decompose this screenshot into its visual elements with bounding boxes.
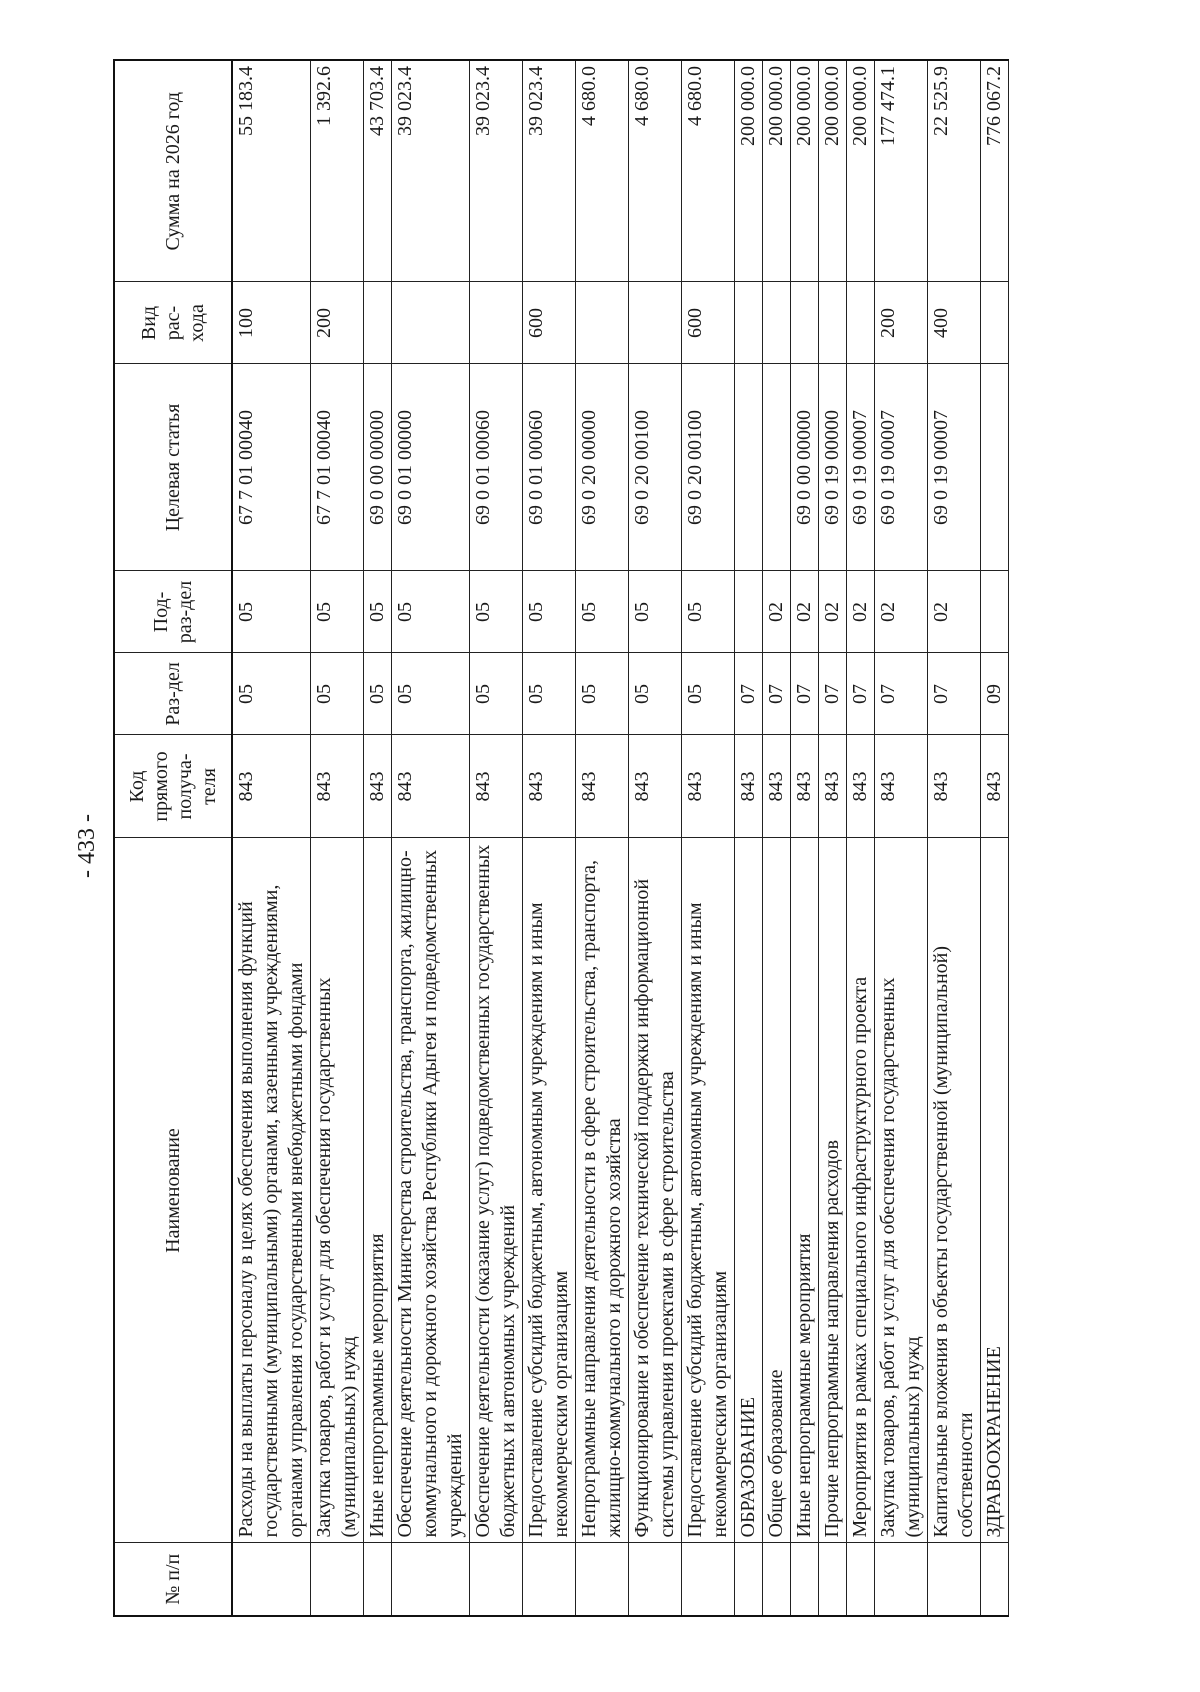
header-num: № п/п xyxy=(114,1543,232,1616)
cell-section: 07 xyxy=(735,653,763,735)
table-row xyxy=(682,60,735,1616)
cell-target-article: 69 0 01 00000 xyxy=(392,364,470,571)
cell-subsection: 05 xyxy=(311,571,364,653)
cell-sum: 4 680.0 xyxy=(576,60,629,282)
cell-expense-type: 200 xyxy=(311,282,364,364)
cell-name: Непрограммные направления деятельности в сфере строительства, транспорта, жилищно-коммунального и дорожного хозяйства xyxy=(576,838,629,1543)
cell-target-article: 69 0 01 00060 xyxy=(523,364,576,571)
cell-num xyxy=(875,1543,928,1616)
header-subsection: Под-раз-дел xyxy=(114,571,232,653)
cell-name: Прочие непрограммные направления расходов xyxy=(819,838,847,1543)
cell-sum: 39 023.4 xyxy=(523,60,576,282)
cell-recipient-code: 843 xyxy=(392,735,470,838)
cell-name: Расходы на выплаты персоналу в целях обеспечения выполнения функций государственными (муниципальными) органами, казенными учреждениями, органами управления государственными внебюджетными фондами xyxy=(232,838,311,1543)
cell-expense-type: 400 xyxy=(928,282,981,364)
cell-recipient-code: 843 xyxy=(232,735,311,838)
cell-sum: 200 000.0 xyxy=(819,60,847,282)
cell-expense-type: 100 xyxy=(232,282,311,364)
cell-expense-type xyxy=(819,282,847,364)
cell-sum: 55 183.4 xyxy=(232,60,311,282)
cell-recipient-code: 843 xyxy=(682,735,735,838)
cell-subsection: 05 xyxy=(364,571,392,653)
cell-subsection: 05 xyxy=(682,571,735,653)
cell-recipient-code: 843 xyxy=(819,735,847,838)
cell-subsection: 05 xyxy=(576,571,629,653)
cell-num xyxy=(791,1543,819,1616)
cell-sum: 4 680.0 xyxy=(629,60,682,282)
cell-num xyxy=(682,1543,735,1616)
cell-recipient-code: 843 xyxy=(875,735,928,838)
cell-section: 05 xyxy=(311,653,364,735)
cell-subsection xyxy=(981,571,1009,653)
cell-sum: 200 000.0 xyxy=(847,60,875,282)
cell-sum: 200 000.0 xyxy=(735,60,763,282)
cell-sum: 200 000.0 xyxy=(763,60,791,282)
cell-expense-type: 600 xyxy=(682,282,735,364)
cell-name: Иные непрограммные мероприятия xyxy=(364,838,392,1543)
cell-name: Мероприятия в рамках специального инфраструктурного проекта xyxy=(847,838,875,1543)
cell-target-article: 69 0 19 00007 xyxy=(875,364,928,571)
cell-sum: 1 392.6 xyxy=(311,60,364,282)
cell-subsection: 05 xyxy=(392,571,470,653)
cell-subsection: 05 xyxy=(232,571,311,653)
cell-name: ОБРАЗОВАНИЕ xyxy=(735,838,763,1543)
cell-section: 09 xyxy=(981,653,1009,735)
cell-name: Обеспечение деятельности Министерства строительства, транспорта, жилищно-коммунального и дорожного хозяйства Республики Адыгея и подведомственных учреждений xyxy=(392,838,470,1543)
cell-subsection: 05 xyxy=(523,571,576,653)
cell-target-article xyxy=(763,364,791,571)
cell-sum: 200 000.0 xyxy=(791,60,819,282)
header-target-article: Целевая статья xyxy=(114,364,232,571)
table-row xyxy=(763,60,791,1616)
cell-section: 05 xyxy=(629,653,682,735)
table-row xyxy=(928,60,981,1616)
cell-num xyxy=(232,1543,311,1616)
header-recipient-code: Код прямого получа-теля xyxy=(114,735,232,838)
cell-expense-type xyxy=(791,282,819,364)
cell-section: 07 xyxy=(847,653,875,735)
cell-name: ЗДРАВООХРАНЕНИЕ xyxy=(981,838,1009,1543)
cell-num xyxy=(819,1543,847,1616)
table-row xyxy=(392,60,470,1616)
cell-target-article: 69 0 00 00000 xyxy=(364,364,392,571)
cell-recipient-code: 843 xyxy=(629,735,682,838)
cell-num xyxy=(523,1543,576,1616)
cell-num xyxy=(735,1543,763,1616)
cell-target-article: 69 0 20 00000 xyxy=(576,364,629,571)
cell-subsection: 02 xyxy=(791,571,819,653)
cell-expense-type xyxy=(981,282,1009,364)
table-row xyxy=(735,60,763,1616)
cell-sum: 22 525.9 xyxy=(928,60,981,282)
cell-target-article: 69 0 19 00007 xyxy=(928,364,981,571)
cell-name: Капитальные вложения в объекты государственной (муниципальной) собственности xyxy=(928,838,981,1543)
cell-subsection: 05 xyxy=(470,571,523,653)
cell-name: Закупка товаров, работ и услуг для обеспечения государственных (муниципальных) нужд xyxy=(311,838,364,1543)
header-name: Наименование xyxy=(114,838,232,1543)
cell-expense-type xyxy=(392,282,470,364)
cell-section: 05 xyxy=(392,653,470,735)
cell-expense-type xyxy=(763,282,791,364)
cell-section: 07 xyxy=(763,653,791,735)
cell-section: 05 xyxy=(232,653,311,735)
cell-target-article: 69 0 00 00000 xyxy=(791,364,819,571)
cell-name: Предоставление субсидий бюджетным, автономным учреждениям и иным некоммерческим организациям xyxy=(523,838,576,1543)
cell-expense-type: 200 xyxy=(875,282,928,364)
header-expense-type: Вид рас-хода xyxy=(114,282,232,364)
table-row xyxy=(875,60,928,1616)
cell-target-article: 69 0 20 00100 xyxy=(629,364,682,571)
cell-target-article: 69 0 19 00000 xyxy=(819,364,847,571)
cell-num xyxy=(763,1543,791,1616)
table-row xyxy=(847,60,875,1616)
cell-recipient-code: 843 xyxy=(311,735,364,838)
cell-section: 07 xyxy=(875,653,928,735)
cell-recipient-code: 843 xyxy=(763,735,791,838)
cell-section: 07 xyxy=(819,653,847,735)
table-row xyxy=(364,60,392,1616)
table-body xyxy=(232,60,1009,1616)
cell-target-article: 69 0 19 00007 xyxy=(847,364,875,571)
cell-num xyxy=(392,1543,470,1616)
cell-name: Обеспечение деятельности (оказание услуг) подведомственных государственных бюджетных и автономных учреждений xyxy=(470,838,523,1543)
cell-num xyxy=(576,1543,629,1616)
cell-expense-type: 600 xyxy=(523,282,576,364)
table-row xyxy=(981,60,1009,1616)
cell-sum: 776 067.2 xyxy=(981,60,1009,282)
cell-num xyxy=(311,1543,364,1616)
cell-name: Общее образование xyxy=(763,838,791,1543)
table-row xyxy=(791,60,819,1616)
table-row xyxy=(819,60,847,1616)
cell-num xyxy=(928,1543,981,1616)
cell-recipient-code: 843 xyxy=(735,735,763,838)
cell-sum: 4 680.0 xyxy=(682,60,735,282)
cell-subsection xyxy=(735,571,763,653)
cell-target-article: 69 0 01 00060 xyxy=(470,364,523,571)
cell-target-article xyxy=(981,364,1009,571)
table-row xyxy=(311,60,364,1616)
cell-sum: 39 023.4 xyxy=(470,60,523,282)
cell-sum: 43 703.4 xyxy=(364,60,392,282)
cell-subsection: 02 xyxy=(928,571,981,653)
page-number: - 433 - xyxy=(74,814,100,878)
cell-section: 05 xyxy=(364,653,392,735)
cell-expense-type xyxy=(847,282,875,364)
cell-num xyxy=(629,1543,682,1616)
cell-section: 07 xyxy=(791,653,819,735)
cell-section: 05 xyxy=(523,653,576,735)
cell-target-article: 67 7 01 00040 xyxy=(232,364,311,571)
table-row xyxy=(523,60,576,1616)
cell-name: Предоставление субсидий бюджетным, автономным учреждениям и иным некоммерческим организациям xyxy=(682,838,735,1543)
cell-expense-type xyxy=(629,282,682,364)
cell-subsection: 05 xyxy=(629,571,682,653)
header-section: Раз-дел xyxy=(114,653,232,735)
cell-recipient-code: 843 xyxy=(470,735,523,838)
cell-expense-type xyxy=(470,282,523,364)
cell-section: 05 xyxy=(682,653,735,735)
table-row xyxy=(629,60,682,1616)
cell-recipient-code: 843 xyxy=(523,735,576,838)
cell-name: Функционирование и обеспечение технической поддержки информационной системы управления проектами в сфере строительства xyxy=(629,838,682,1543)
cell-subsection: 02 xyxy=(763,571,791,653)
header-sum: Сумма на 2026 год xyxy=(114,60,232,282)
cell-subsection: 02 xyxy=(819,571,847,653)
cell-sum: 177 474.1 xyxy=(875,60,928,282)
cell-recipient-code: 843 xyxy=(364,735,392,838)
cell-expense-type xyxy=(576,282,629,364)
cell-recipient-code: 843 xyxy=(847,735,875,838)
cell-num xyxy=(470,1543,523,1616)
cell-target-article: 69 0 20 00100 xyxy=(682,364,735,571)
cell-recipient-code: 843 xyxy=(981,735,1009,838)
cell-recipient-code: 843 xyxy=(928,735,981,838)
cell-section: 07 xyxy=(928,653,981,735)
cell-num xyxy=(847,1543,875,1616)
cell-recipient-code: 843 xyxy=(791,735,819,838)
table-row xyxy=(470,60,523,1616)
cell-recipient-code: 843 xyxy=(576,735,629,838)
cell-name: Иные непрограммные мероприятия xyxy=(791,838,819,1543)
cell-subsection: 02 xyxy=(875,571,928,653)
cell-num xyxy=(981,1543,1009,1616)
table-row xyxy=(232,60,311,1616)
cell-subsection: 02 xyxy=(847,571,875,653)
cell-sum: 39 023.4 xyxy=(392,60,470,282)
budget-table xyxy=(113,59,1009,1617)
cell-target-article: 67 7 01 00040 xyxy=(311,364,364,571)
cell-expense-type xyxy=(364,282,392,364)
cell-expense-type xyxy=(735,282,763,364)
cell-num xyxy=(364,1543,392,1616)
cell-name: Закупка товаров, работ и услуг для обеспечения государственных (муниципальных) нужд xyxy=(875,838,928,1543)
cell-target-article xyxy=(735,364,763,571)
cell-section: 05 xyxy=(470,653,523,735)
table-header xyxy=(114,60,232,1616)
table-row xyxy=(576,60,629,1616)
cell-section: 05 xyxy=(576,653,629,735)
